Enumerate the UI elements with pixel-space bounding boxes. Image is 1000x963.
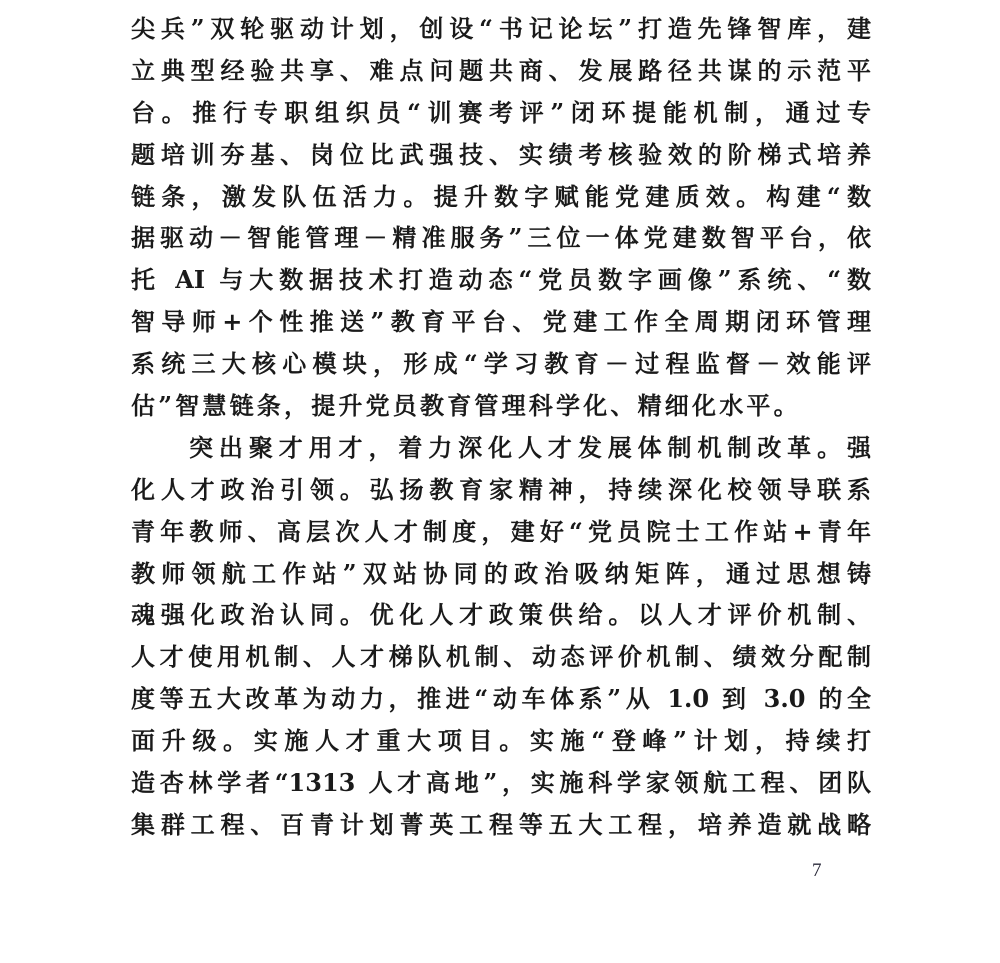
body-text <box>131 8 871 846</box>
text-line: 题培训夯基、岗位比武强技、实绩考核验效的阶梯式培养 <box>131 139 871 169</box>
text-line: 智导师+个性推送”教育平台、党建工作全周期闭环管理 <box>131 307 871 337</box>
text-line: 人才使用机制、人才梯队机制、动态评价机制、绩效分配制 <box>131 642 871 672</box>
text-line: 据驱动－智能管理－精准服务”三位一体党建数智平台，依 <box>131 223 871 253</box>
paragraph-talent-reform <box>131 427 871 846</box>
page-number: 7 <box>812 860 822 881</box>
text-line: 尖兵”双轮驱动计划，创设“书记论坛”打造先锋智库，建 <box>131 14 871 43</box>
text-line: 魂强化政治认同。优化人才政策供给。以人才评价机制、 <box>131 600 871 630</box>
text-line: 造杏林学者“1313 人才高地”，实施科学家领航工程、团队 <box>131 768 871 798</box>
text-line: 估”智慧链条，提升党员教育管理科学化、精细化水平。 <box>131 391 801 421</box>
text-line: 度等五大改革为动力，推进“动车体系”从 1.0 到 3.0 的全 <box>131 684 871 714</box>
text-line: 系统三大核心模块，形成“学习教育－过程监督－效能评 <box>131 349 871 379</box>
text-line: 托 AI 与大数据技术打造动态“党员数字画像”系统、“数 <box>131 265 871 295</box>
paragraph-digital-party-building <box>131 8 871 427</box>
text-line: 台。推行专职组织员“训赛考评”闭环提能机制，通过专 <box>131 97 871 127</box>
text-line: 立典型经验共享、难点问题共商、发展路径共谋的示范平 <box>131 55 871 85</box>
text-line: 青年教师、高层次人才制度，建好“党员院士工作站+青年 <box>131 516 871 546</box>
text-line: 化人才政治引领。弘扬教育家精神，持续深化校领导联系 <box>131 474 871 504</box>
section-heading-line <box>131 427 871 469</box>
text-line: 面升级。实施人才重大项目。实施“登峰”计划，持续打 <box>131 726 871 756</box>
text-line: 链条，激发队伍活力。提升数字赋能党建质效。构建“数 <box>131 181 871 211</box>
text-line: 教师领航工作站”双站协同的政治吸纳矩阵，通过思想铸 <box>131 558 871 588</box>
text-line: 集群工程、百青计划菁英工程等五大工程，培养造就战略 <box>131 809 871 839</box>
section-heading: 突出聚才用才，着力深化人才发展体制机制改革。 <box>189 432 847 462</box>
text-fragment: 强 <box>847 432 871 462</box>
